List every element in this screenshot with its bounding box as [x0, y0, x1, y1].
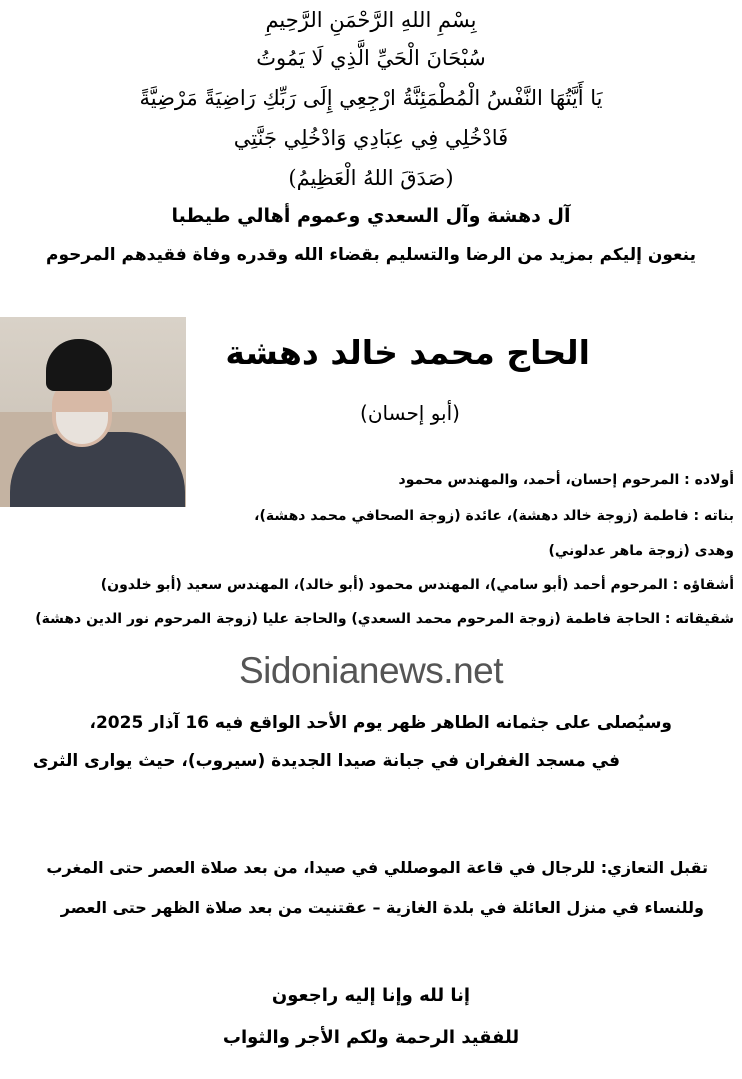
families-line: آل دهشة وآل السعدي وعموم أهالي طيطبا	[171, 205, 571, 227]
daughters-line-2: وهدى (زوجة ماهر عدلوني)	[548, 543, 734, 559]
jacket-shape	[10, 432, 185, 507]
verse-line-2: يَا أَيَّتُهَا النَّفْسُ الْمُطْمَئِنَّةُ ارْجِعِي إِلَى رَبِّكِ رَاضِيَةً مَرْضِيَّةً	[139, 86, 603, 110]
knit-hat-shape	[46, 339, 112, 391]
announcement-line: ينعون إليكم بمزيد من الرضا والتسليم بقضاء الله وقدره وفاة فقيدهم المرحوم	[46, 245, 696, 265]
funeral-line-2: في مسجد الغفران في جبانة صيدا الجديدة (سيروب)، حيث يوارى الثرى	[32, 751, 620, 771]
verse-closing: (صَدَقَ اللهُ الْعَظِيمُ)	[288, 166, 454, 190]
footer-line-1: إنا لله وإنا إليه راجعون	[271, 985, 471, 1006]
footer-line-2: للفقيد الرحمة ولكم الأجر والثواب	[222, 1027, 520, 1048]
deceased-kunya: (أبو إحسان)	[360, 401, 460, 425]
deceased-photo	[0, 317, 186, 507]
deceased-name: الحاج محمد خالد دهشة	[225, 333, 590, 372]
condolences-line-2: وللنساء في منزل العائلة في بلدة الغازية – عقتنيت من بعد صلاة الظهر حتى العصر	[60, 898, 704, 917]
brothers-line: أشقاؤه : المرحوم أحمد (أبو سامي)، المهندس محمود (أبو خالد)، المهندس سعيد (أبو خلدون)	[100, 577, 734, 593]
verse-line-1: سُبْحَانَ الْحَيِّ الَّذِي لَا يَمُوتُ	[256, 46, 486, 70]
sons-line: أولاده : المرحوم إحسان، أحمد، والمهندس محمود	[398, 472, 734, 488]
verse-line-3: فَادْخُلِي فِي عِبَادِي وَادْخُلِي جَنَّتِي	[233, 126, 509, 150]
basmala: بِسْمِ اللهِ الرَّحْمَنِ الرَّحِيمِ	[265, 8, 477, 32]
funeral-line-1: وسيُصلى على جثمانه الطاهر ظهر يوم الأحد الواقع فيه 16 آذار 2025،	[89, 713, 672, 733]
sisters-line: شقيقاته : الحاجة فاطمة (زوجة المرحوم محمد السعدي) والحاجة عليا (زوجة المرحوم نور الدين دهشة)	[35, 611, 734, 627]
watermark: Sidonianews.net	[238, 650, 504, 691]
daughters-line-1: بناته : فاطمة (زوجة خالد دهشة)، عائدة (زوجة الصحافي محمد دهشة)،	[254, 508, 734, 524]
condolences-line-1: تقبل التعازي: للرجال في قاعة الموصللي في صيدا، من بعد صلاة العصر حتى المغرب	[46, 858, 708, 877]
